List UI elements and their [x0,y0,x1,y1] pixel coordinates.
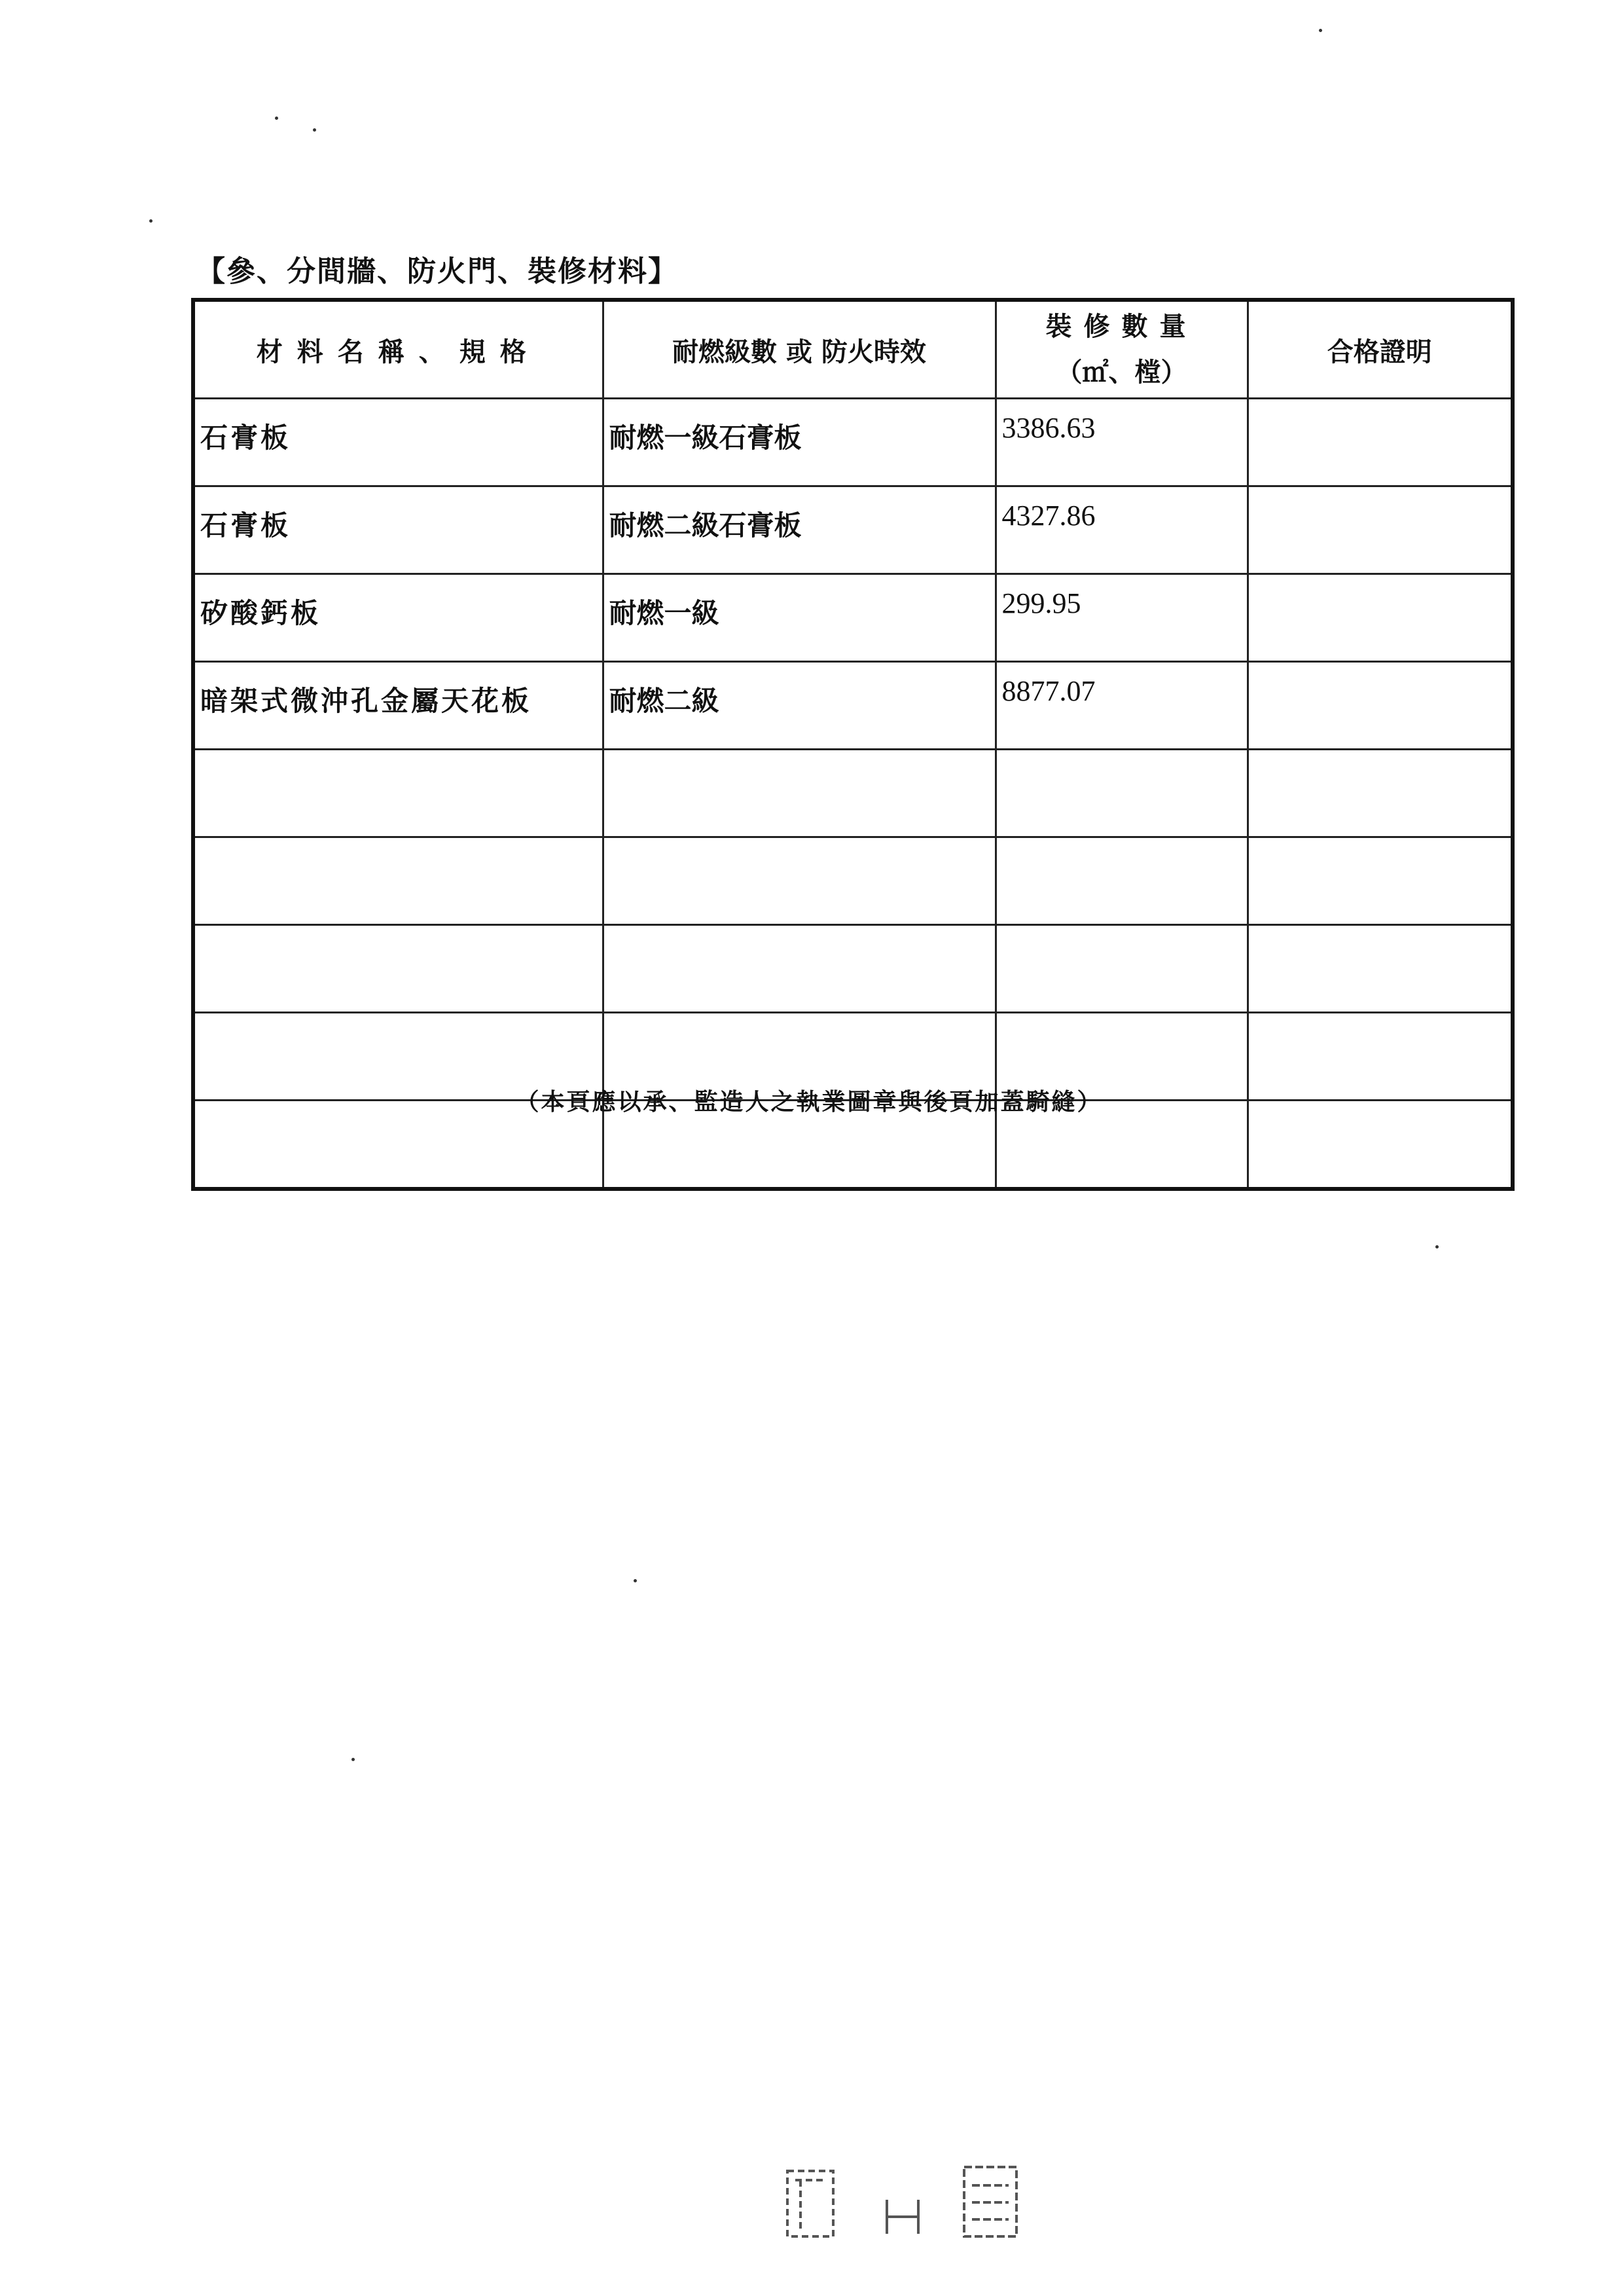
table-row [193,662,1513,750]
seal-footnote: （本頁應以承、監造人之執業圖章與後頁加蓋騎縫） [515,1088,1103,1116]
cell-rating [603,750,996,837]
table-row [193,399,1513,486]
cell-certificate [1248,750,1513,837]
cell-rating [603,925,996,1013]
cell-rating: 耐燃一級石膏板 [603,399,996,486]
scan-speck [149,219,153,223]
table-row [193,837,1513,925]
table-row [193,486,1513,574]
cell-name [193,925,603,1013]
seal-stamp-right [964,2167,1016,2236]
header-fire-rating-label: 耐燃級數 或 防火時效 [672,336,926,367]
scan-speck [313,128,316,132]
cell-rating: 耐燃二級石膏板 [603,486,996,574]
scan-speck [1319,29,1322,32]
cell-rating: 耐燃一級 [603,574,996,662]
table-row [193,925,1513,1013]
table-row [193,574,1513,662]
cell-quantity [996,837,1248,925]
seal-stamp-left [787,2171,833,2236]
cell-certificate [1248,486,1513,574]
cell-certificate [1248,837,1513,925]
scan-speck [1435,1245,1439,1248]
cell-quantity: 4327.86 [996,486,1248,574]
header-certificate [1248,300,1513,399]
header-fire-rating [603,300,996,399]
cell-name [193,750,603,837]
header-name-spec-label: 材料名稱、規格 [256,336,541,367]
cell-certificate [1248,925,1513,1013]
cell-quantity: 299.95 [996,574,1248,662]
cell-certificate [1248,662,1513,750]
cell-name: 石膏板 [193,486,603,574]
cell-certificate [1248,574,1513,662]
header-name-spec [193,300,603,399]
cell-name: 石膏板 [193,399,603,486]
scan-speck [634,1579,637,1582]
cell-name [193,837,603,925]
header-quantity-label: 裝修數量 [1045,311,1198,342]
cell-certificate [1248,399,1513,486]
section-title: 【參、分間牆、防火門、裝修材料】 [196,255,678,288]
header-quantity-unit: （㎡、樘） [1056,357,1187,388]
table-row [193,750,1513,837]
scan-speck [351,1758,355,1761]
cell-name: 矽酸鈣板 [193,574,603,662]
cell-quantity: 8877.07 [996,662,1248,750]
cell-rating: 耐燃二級 [603,662,996,750]
seal-stamp-middle [887,2200,918,2234]
header-certificate-label: 合格證明 [1327,336,1432,367]
cell-quantity [996,750,1248,837]
cell-quantity [996,925,1248,1013]
seal-stamp-marks [782,2160,1031,2246]
header-quantity [996,300,1248,399]
table-header-row [193,300,1513,399]
materials-table [191,298,1515,1191]
cell-quantity: 3386.63 [996,399,1248,486]
cell-rating [603,837,996,925]
scan-speck [275,117,278,120]
cell-name: 暗架式微沖孔金屬天花板 [193,662,603,750]
